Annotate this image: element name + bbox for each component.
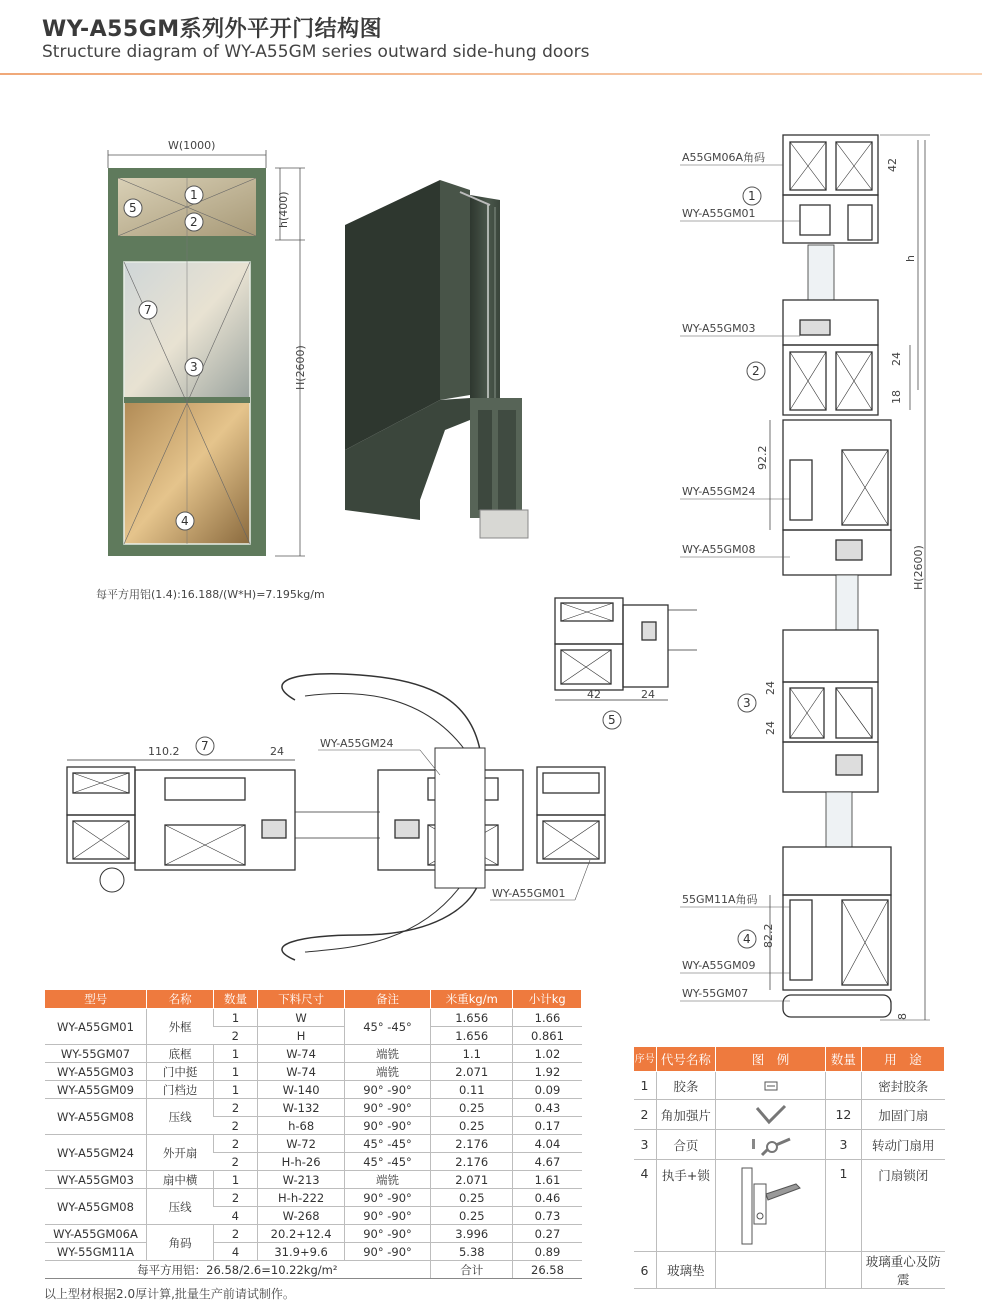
h-dim-label: h(400)	[277, 191, 290, 228]
cell: 压线	[147, 1099, 213, 1135]
vertical-section	[770, 135, 930, 1020]
vs-marker-1: 1	[748, 189, 756, 203]
corner-bracket-icon	[716, 1100, 826, 1130]
table-row	[45, 1135, 582, 1153]
cell: 4	[634, 1160, 657, 1252]
cell: 3	[825, 1130, 861, 1160]
dim-8: 8	[896, 1013, 909, 1020]
cell: 20.2+12.4	[258, 1225, 345, 1243]
dim-24-c: 24	[764, 721, 777, 735]
cell: 2	[213, 1189, 258, 1207]
table-total-row	[45, 1261, 582, 1279]
cell: 0.25	[431, 1207, 513, 1225]
cell: 1.66	[513, 1009, 582, 1027]
label-wy-a55gm08: WY-A55GM08	[682, 543, 756, 556]
cell: 加固门扇	[862, 1100, 945, 1130]
marker-7	[139, 301, 157, 319]
table-row	[45, 1045, 582, 1063]
cell: 合页	[656, 1130, 716, 1160]
table-row	[45, 1225, 582, 1243]
cell: 90° -90°	[344, 1099, 430, 1117]
cell: 0.861	[513, 1027, 582, 1045]
vertical-section-labels	[680, 150, 925, 1020]
cell: 0.25	[431, 1117, 513, 1135]
horizontal-section-labels	[148, 737, 590, 900]
cell: WY-A55GM08	[45, 1189, 147, 1225]
cell: 0.46	[513, 1189, 582, 1207]
cell: h-68	[258, 1117, 345, 1135]
table-row	[45, 1171, 582, 1189]
cell: WY-55GM07	[45, 1045, 147, 1063]
cell: 1	[634, 1072, 657, 1100]
cell: 端铣	[344, 1063, 430, 1081]
cell: 2	[213, 1153, 258, 1171]
cell: W-74	[258, 1045, 345, 1063]
cell: 玻璃垫	[656, 1252, 716, 1289]
cell: 2	[213, 1027, 258, 1045]
cell: 1.656	[431, 1009, 513, 1027]
cell: 5.38	[431, 1243, 513, 1261]
cell: 1.656	[431, 1027, 513, 1045]
cell: 扇中横	[147, 1171, 213, 1189]
label-wy-a55gm24: WY-A55GM24	[682, 485, 756, 498]
marker-1	[185, 186, 203, 204]
yield-note: 每平方用铝(1.4):16.188/(W*H)=7.195kg/m	[96, 588, 325, 601]
handle-lock-icon	[716, 1160, 826, 1252]
cell: 角码	[147, 1225, 213, 1261]
dim-24-a: 24	[890, 352, 903, 366]
dim-H-2600: H(2600)	[912, 545, 925, 590]
H-dim-label: H(2600)	[294, 345, 307, 390]
cell: 90° -90°	[344, 1207, 430, 1225]
cell: 1.02	[513, 1045, 582, 1063]
cell: 0.11	[431, 1081, 513, 1099]
marker-3	[185, 358, 203, 376]
table-row	[45, 1189, 582, 1207]
col-remark: 备注	[344, 990, 430, 1009]
table-row	[45, 1099, 582, 1117]
label-wy-a55gm09: WY-A55GM09	[682, 959, 756, 972]
label-wy-a55gm01: WY-A55GM01	[682, 207, 756, 220]
marker-2	[185, 213, 203, 231]
table-row	[45, 1243, 582, 1261]
section-5	[555, 598, 697, 700]
cell: 端铣	[344, 1045, 430, 1063]
cell: WY-A55GM09	[45, 1081, 147, 1099]
vs-marker-4: 4	[743, 932, 751, 946]
cell: 2	[634, 1100, 657, 1130]
col-quantity: 数量	[825, 1047, 861, 1072]
accessory-row	[634, 1160, 945, 1252]
accessory-row	[634, 1252, 945, 1289]
cell: 外框	[147, 1009, 213, 1045]
cell: 6	[634, 1252, 657, 1289]
width-dim-label: W(1000)	[168, 139, 216, 152]
s5-marker: 5	[608, 713, 616, 727]
cell: W-74	[258, 1063, 345, 1081]
col-code-name: 代号名称	[656, 1047, 716, 1072]
svg-text:4: 4	[181, 514, 189, 528]
cell: 门档边	[147, 1081, 213, 1099]
cell: W-132	[258, 1099, 345, 1117]
cell: WY-A55GM03	[45, 1171, 147, 1189]
marker-5	[124, 199, 142, 217]
cell: 2	[213, 1135, 258, 1153]
cell: 1.61	[513, 1171, 582, 1189]
profile-3d-render	[345, 180, 528, 538]
cell: 90° -90°	[344, 1081, 430, 1099]
col-illustration: 图 例	[716, 1047, 826, 1072]
cell: H-h-26	[258, 1153, 345, 1171]
col-model: 型号	[45, 990, 147, 1009]
col-name: 名称	[147, 990, 213, 1009]
cell: 12	[825, 1100, 861, 1130]
cell: 31.9+9.6	[258, 1243, 345, 1261]
material-table-header	[45, 990, 582, 1009]
cell: 执手+锁	[656, 1160, 716, 1252]
col-cut-size: 下料尺寸	[258, 990, 345, 1009]
col-seq: 序号	[634, 1047, 657, 1072]
cell: 密封胶条	[862, 1072, 945, 1100]
table-row	[45, 1063, 582, 1081]
cell: 0.25	[431, 1099, 513, 1117]
s5-dim-42: 42	[587, 688, 601, 701]
cell: W-213	[258, 1171, 345, 1189]
cell: 角加强片	[656, 1100, 716, 1130]
marker-4	[176, 512, 194, 530]
col-subtotal: 小计kg	[513, 990, 582, 1009]
cell: 底框	[147, 1045, 213, 1063]
label-wy-a55gm03: WY-A55GM03	[682, 322, 756, 335]
cell: 2	[213, 1117, 258, 1135]
accessory-row	[634, 1130, 945, 1160]
cell: 2.071	[431, 1171, 513, 1189]
cell: 门中挺	[147, 1063, 213, 1081]
section-5-labels	[587, 688, 655, 729]
cell: 1.92	[513, 1063, 582, 1081]
cell: WY-A55GM08	[45, 1099, 147, 1135]
cell: 玻璃重心及防震	[862, 1252, 945, 1289]
cell: 2	[213, 1099, 258, 1117]
table-row	[45, 1009, 582, 1027]
dim-92-2: 92.2	[756, 445, 769, 470]
cell	[825, 1252, 861, 1289]
svg-text:5: 5	[129, 201, 137, 215]
cell: 3.996	[431, 1225, 513, 1243]
cell: W-140	[258, 1081, 345, 1099]
dim-82-2: 82.2	[762, 923, 775, 948]
cell: 2.071	[431, 1063, 513, 1081]
cell: 压线	[147, 1189, 213, 1225]
cell: 2	[213, 1225, 258, 1243]
cell: WY-A55GM24	[45, 1135, 147, 1171]
hs-dim-24: 24	[270, 745, 284, 758]
svg-text:3: 3	[190, 360, 198, 374]
cell	[825, 1072, 861, 1100]
cell: 3	[634, 1130, 657, 1160]
svg-text:1: 1	[190, 188, 198, 202]
accessory-table	[633, 1046, 945, 1289]
vs-marker-3: 3	[743, 696, 751, 710]
cell: 0.25	[431, 1189, 513, 1207]
total-label: 每平方用铝：26.58/2.6=10.22kg/m²	[45, 1261, 431, 1279]
label-a55gm06a: A55GM06A角码	[682, 151, 766, 164]
cell: W-72	[258, 1135, 345, 1153]
cell: 0.43	[513, 1099, 582, 1117]
door-elevation	[108, 139, 307, 556]
svg-text:2: 2	[190, 215, 198, 229]
cell: 0.17	[513, 1117, 582, 1135]
cell: H-h-222	[258, 1189, 345, 1207]
cell: 4	[213, 1207, 258, 1225]
cell: 45° -45°	[344, 1153, 430, 1171]
col-qty: 数量	[213, 990, 258, 1009]
cell: 1	[213, 1063, 258, 1081]
dim-h: h	[904, 255, 917, 262]
accessory-row	[634, 1072, 945, 1100]
cell: W	[258, 1009, 345, 1027]
cell: W-268	[258, 1207, 345, 1225]
dim-24-b: 24	[764, 681, 777, 695]
cell: 2.176	[431, 1153, 513, 1171]
svg-text:7: 7	[144, 303, 152, 317]
hs-label-gm24: WY-A55GM24	[320, 737, 394, 750]
dim-42-top: 42	[886, 158, 899, 172]
cell: WY-A55GM03	[45, 1063, 147, 1081]
cell: 0.73	[513, 1207, 582, 1225]
cell: 2.176	[431, 1135, 513, 1153]
cell: WY-A55GM01	[45, 1009, 147, 1045]
vs-marker-2: 2	[752, 364, 760, 378]
cell: WY-55GM11A	[45, 1243, 147, 1261]
hs-label-gm01: WY-A55GM01	[492, 887, 566, 900]
cell: 0.27	[513, 1225, 582, 1243]
cell: 90° -90°	[344, 1117, 430, 1135]
col-weight: 米重kg/m	[431, 990, 513, 1009]
cell: 4.04	[513, 1135, 582, 1153]
material-table	[44, 989, 582, 1279]
horizontal-section	[67, 674, 605, 960]
empty-illustration	[716, 1252, 826, 1289]
gasket-icon	[716, 1072, 826, 1100]
cell: 1	[213, 1081, 258, 1099]
page-subtitle: Structure diagram of WY-A55GM series outward side-hung doors	[42, 42, 590, 62]
cell: 45° -45°	[344, 1009, 430, 1045]
cell: 端铣	[344, 1171, 430, 1189]
page-title: WY-A55GM系列外平开门结构图	[42, 17, 383, 42]
cell: 0.89	[513, 1243, 582, 1261]
cell: H	[258, 1027, 345, 1045]
cell: 90° -90°	[344, 1243, 430, 1261]
cell: 1	[213, 1045, 258, 1063]
hinge-icon	[716, 1130, 826, 1160]
cell: 90° -90°	[344, 1189, 430, 1207]
cell: 1	[213, 1171, 258, 1189]
cell: 1.1	[431, 1045, 513, 1063]
total-word: 合计	[431, 1261, 513, 1279]
cell: 1	[825, 1160, 861, 1252]
accessory-row	[634, 1100, 945, 1130]
s5-dim-24: 24	[641, 688, 655, 701]
cell: 门扇锁闭	[862, 1160, 945, 1252]
table-row	[45, 1081, 582, 1099]
cell: 胶条	[656, 1072, 716, 1100]
cell: WY-A55GM06A	[45, 1225, 147, 1243]
cell: 0.09	[513, 1081, 582, 1099]
label-wy-55gm07: WY-55GM07	[682, 987, 749, 1000]
dim-18: 18	[890, 390, 903, 404]
hs-marker-7: 7	[201, 739, 209, 753]
hs-dim-110-2: 110.2	[148, 745, 180, 758]
accessory-table-header	[634, 1047, 945, 1072]
cell: 90° -90°	[344, 1225, 430, 1243]
cell: 转动门扇用	[862, 1130, 945, 1160]
cell: 4.67	[513, 1153, 582, 1171]
cell: 1	[213, 1009, 258, 1027]
col-purpose: 用 途	[862, 1047, 945, 1072]
cell: 4	[213, 1243, 258, 1261]
cell: 外开扇	[147, 1135, 213, 1171]
label-55gm11a: 55GM11A角码	[682, 893, 758, 906]
total-value: 26.58	[513, 1261, 582, 1279]
cell: 45° -45°	[344, 1135, 430, 1153]
footnote: 以上型材根据2.0厚计算,批量生产前请试制作。	[44, 1287, 295, 1301]
